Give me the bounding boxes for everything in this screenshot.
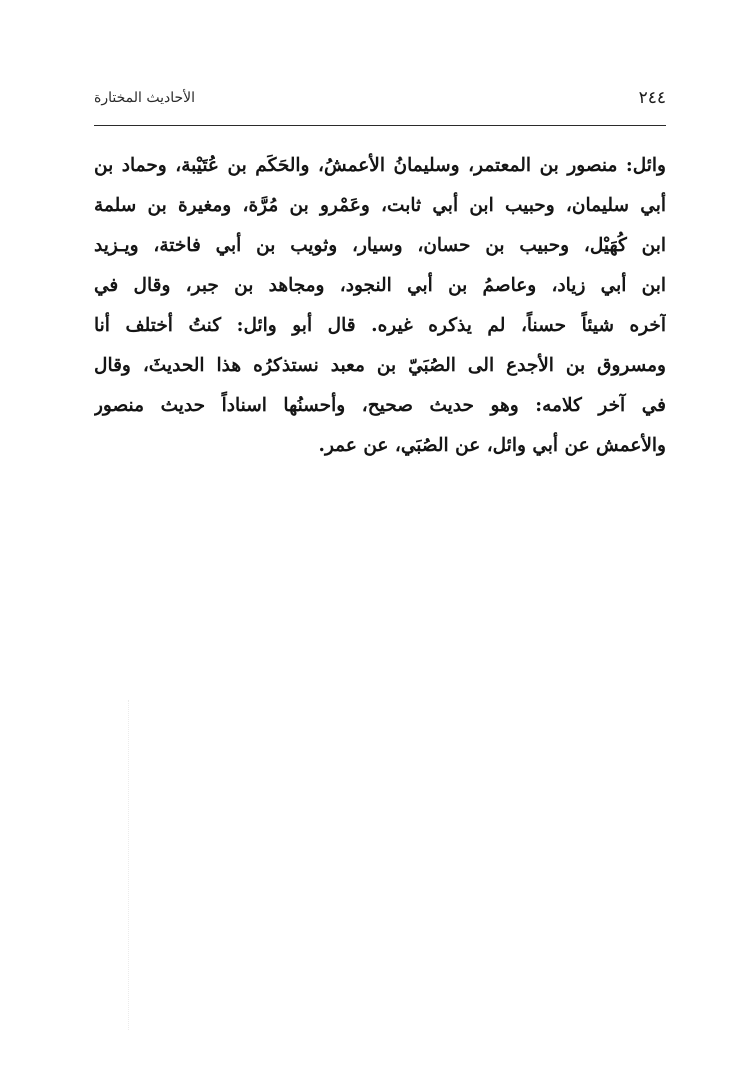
text-line: ومسروق بن الأجدع الى الصُبَيّ بن معبد نستذكرُه هذا الحديثَ، وقال [94, 355, 666, 376]
text-line: أبي سليمان، وحبيب ابن أبي ثابت، وعَمْرو بن مُرَّة، ومغيرة بن سلمة [94, 195, 666, 216]
page-number: ٢٤٤ [638, 88, 666, 108]
page-header [94, 84, 666, 114]
text-line: ابن كُهَيْل، وحبيب بن حسان، وسيار، وثويب بن أبي فاختة، ويـزيد [94, 235, 666, 256]
body-paragraph [94, 146, 666, 466]
text-line: في آخر كلامه: وهو حديث صحيح، وأحسنُها اسناداً حديث منصور [94, 395, 666, 416]
text-line: وائل: منصور بن المعتمر، وسليمانُ الأعمشُ، والحَكَم بن عُتَيْبة، وحماد بن [94, 155, 666, 176]
running-title: الأحاديث المختارة [94, 90, 195, 106]
text-line: ابن أبي زياد، وعاصمُ بن أبي النجود، ومجاهد بن جبر، وقال في [94, 275, 666, 296]
text-line: والأعمش عن أبي وائل، عن الصُبَي، عن عمر. [318, 435, 666, 456]
scan-artifact [128, 700, 209, 1030]
header-rule [94, 125, 666, 126]
text-line: آخره شيئاً حسناً، لم يذكره غيره. قال أبو وائل: كنتُ أختلف أنا [94, 315, 666, 336]
